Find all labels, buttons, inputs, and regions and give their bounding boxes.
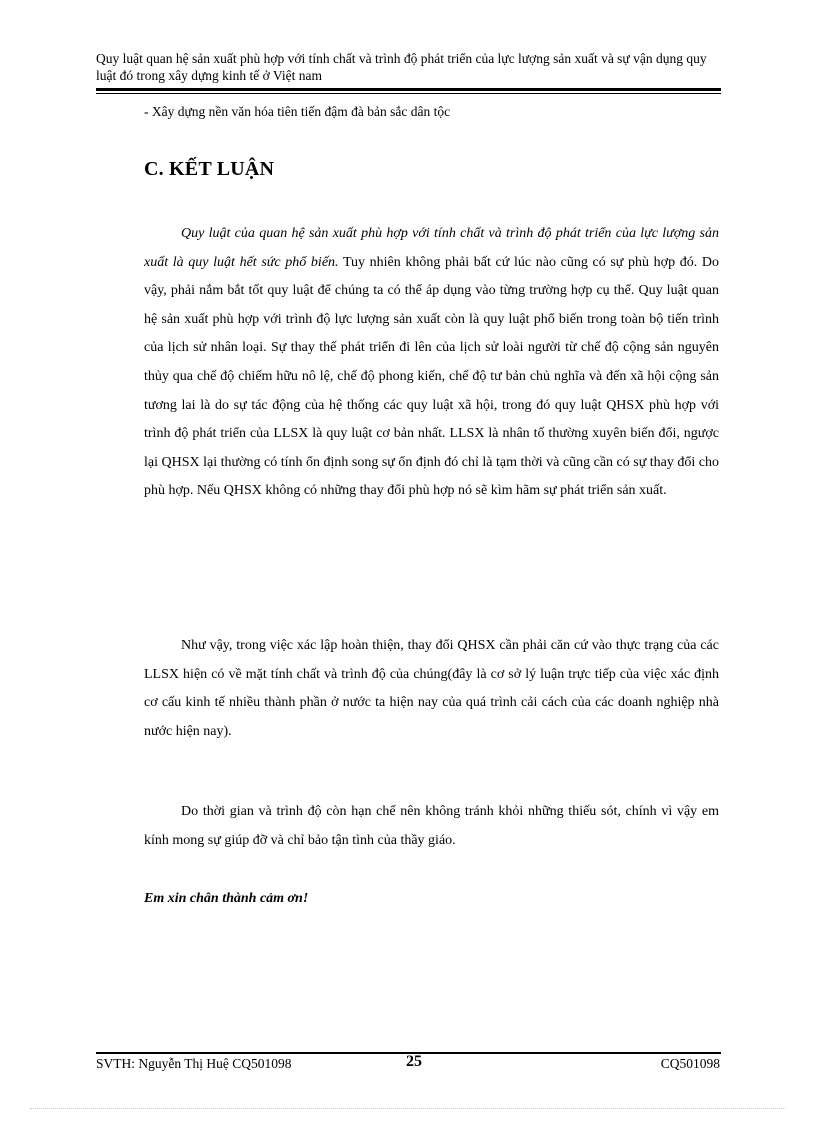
header-rule-thin <box>96 93 721 94</box>
paragraph-2: Như vậy, trong việc xác lập hoàn thiện, thay đổi QHSX cần phải căn cứ vào thực trạng của các LLSX hiện có về mặt tính chất và trình độ của chúng(đây là cơ sở lý luận trực tiếp của việc xác định cơ cấu kinh tế nhiều thành phần ở nước ta hiện nay của quá trình cải cách của các doanh nghiệp nhà nước hiện nay). <box>144 638 719 739</box>
closing-thanks: Em xin chân thành cảm ơn! <box>144 891 309 906</box>
footer-code: CQ501098 <box>660 1056 720 1071</box>
paragraph-3: Do thời gian và trình độ còn hạn chế nên không tránh khỏi những thiếu sót, chính vì vậy em kính mong sự giúp đỡ và chỉ bảo tận tình của thầy giáo. <box>144 804 719 848</box>
paragraph-1-italic: Quy luật của quan hệ sản xuất phù hợp với tính chất và trình độ phát triển của lực lượng sản xuất là quy luật hết sức phổ biến. <box>144 226 719 270</box>
header-rule-thick <box>96 88 721 91</box>
paragraph-1-text: Tuy nhiên không phải bất cứ lúc nào cũng có sự phù hợp đó. Do vậy, phải nắm bắt tốt quy luật để chúng ta có thể áp dụng vào từng trường hợp cụ thể. Quy luật quan hệ sản xuất phù hợp với trình độ lực lượng sản xuất còn là quy luật phổ biến trong toàn bộ tiến trình của lịch sử nhân loại. Sự thay thế phát triển đi lên của lịch sử loài người từ chế độ cộng sản nguyên thủy qua chế độ chiếm hữu nô lệ, chế độ phong kiến, chế độ tư bản chủ nghĩa và đến xã hội cộng sản tương lai là do sự tác động của hệ thống các quy luật xã hội, trong đó quy luật QHSX phù hợp với trình độ phát triển của LLSX là quy luật cơ bản nhất. LLSX là nhân tố thường xuyên biến đổi, ngược lại QHSX lại thường có tính ổn định song sự ổn định đó chỉ là tạm thời và cũng cần có sự thay đổi cho phù hợp. Nếu QHSX không có những thay đổi phù hợp nó sẽ kìm hãm sự phát triển sản xuất. <box>144 254 719 499</box>
running-header: Quy luật quan hệ sản xuất phù hợp với tính chất và trình độ phát triển của lực lượng sản xuất và sự vận dụng quy luật đó trong xây dựng kinh tế ở Việt nam <box>96 51 707 83</box>
bullet-item: - Xây dựng nền văn hóa tiên tiến đậm đà bản sắc dân tộc <box>144 104 451 119</box>
footer-student: SVTH: Nguyễn Thị Huệ CQ501098 <box>96 1056 292 1071</box>
page-number: 25 <box>406 1053 422 1070</box>
section-title: C. KẾT LUẬN <box>144 158 275 180</box>
paragraph-1 <box>144 220 719 506</box>
page-bottom-divider <box>30 1108 786 1109</box>
